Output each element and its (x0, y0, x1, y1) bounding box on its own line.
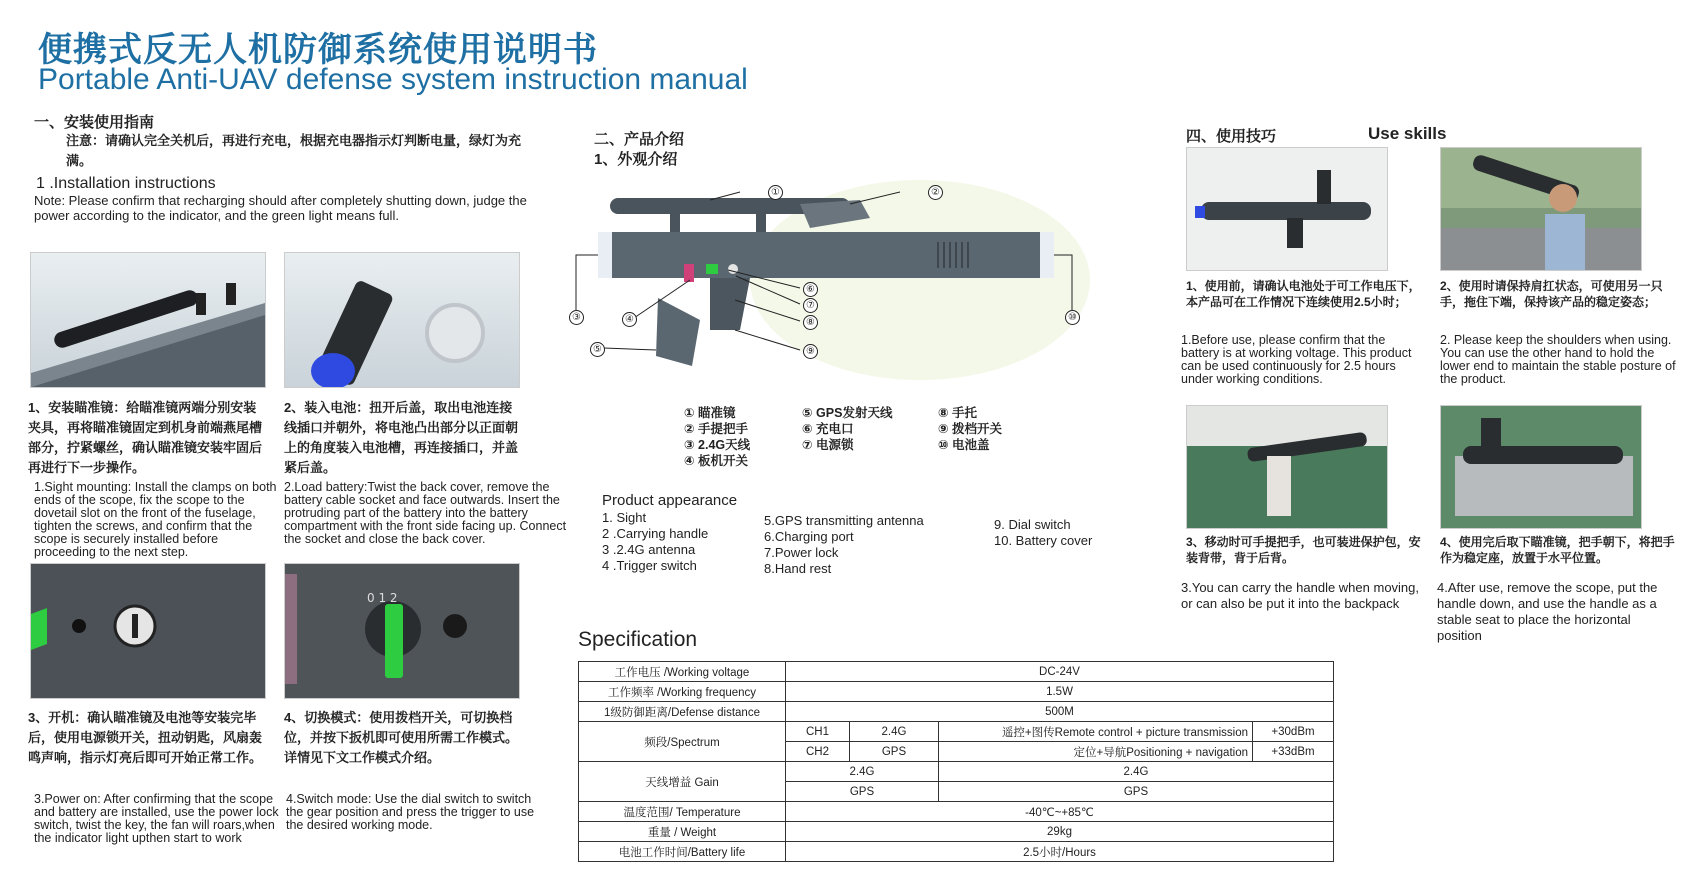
step4-cn: 4、切换模式：使用拨档开关，可切换档位，并按下扳机即可使用所需工作模式。详情见下文工作模式介绍。 (284, 710, 519, 765)
tip4-en: 4.After use, remove the scope, put the handle down, and use the handle as a stable seat to place the horizontal position (1437, 580, 1658, 643)
tip3-photo (1186, 405, 1388, 529)
legend-en-item: 4 .Trigger switch (602, 558, 697, 573)
dial-switch-photo (284, 563, 520, 699)
tip3-cn: 3、移动时可手提把手，也可装进保护包，安装背带，背于后背。 (1186, 535, 1421, 565)
table-row (579, 662, 1334, 682)
svg-text:0 1 2: 0 1 2 (367, 591, 398, 605)
spec-label: 重量 / Weight (579, 822, 786, 842)
legend-en-item: 10. Battery cover (994, 533, 1093, 548)
product-sub-cn: 1、外观介绍 (594, 151, 678, 168)
tip1-cn: 1、使用前，请确认电池处于可工作电压下，本产品可在工作情况下连续使用2.5小时； (1186, 279, 1421, 309)
table-row (579, 802, 1334, 822)
spec-label: 工作电压 /Working voltage (579, 662, 786, 682)
tip4-cn: 4、使用完后取下瞄准镜，把手朝下，将把手作为稳定座，放置于水平位置。 (1440, 535, 1675, 565)
step2-en: 2.Load battery:Twist the back cover, remove the battery cable socket and face outwards. Insert the protruding part of the battery into the battery compartment with the front side facing up. Connect the socket and close the back cover. (284, 480, 567, 546)
spec-cell: GPS (850, 742, 939, 762)
legend-cn-item: ③ 2.4G天线 (684, 438, 751, 452)
legend-en-item: 3 .2.4G antenna (602, 542, 696, 557)
power-lock-photo (30, 563, 266, 699)
legend-cn-item: ⑩ 电池盖 (938, 438, 990, 452)
spec-value: 2.5小时/Hours (786, 842, 1334, 862)
legend-en-col3 (994, 517, 1092, 549)
callout-5: ⑤ (590, 342, 605, 357)
callout-7: ⑦ (803, 298, 818, 313)
legend-cn-item: ② 手提把手 (684, 422, 749, 436)
install-note-en: Note: Please confirm that recharging should after completely shutting down, judge the power according to the indicator, and the green light means full. (34, 193, 527, 223)
legend-en-item: 2 .Carrying handle (602, 526, 709, 541)
spec-label: 电池工作时间/Battery life (579, 842, 786, 862)
legend-en-col1 (602, 510, 708, 574)
spec-cell: GPS (786, 782, 939, 802)
skills-heading-cn: 四、使用技巧 (1186, 128, 1277, 145)
legend-cn-item: ④ 板机开关 (684, 454, 749, 468)
tip1-en: 1.Before use, please confirm that the battery is at working voltage. This product can be used continuously for 2.5 hours under working conditions. (1181, 333, 1412, 386)
table-row (579, 842, 1334, 862)
step2-cn: 2、装入电池：扭开后盖，取出电池连接线插口并朝外，将电池凸出部分以正面朝上的角度装入电池槽，再连接插口，并盖紧后盖。 (284, 400, 519, 475)
callout-2: ② (928, 185, 943, 200)
spec-value: DC-24V (786, 662, 1334, 682)
spec-cell: 2.4G (786, 762, 939, 782)
spec-value: 500M (786, 702, 1334, 722)
callout-8: ⑧ (803, 315, 818, 330)
spec-label: 温度范围/ Temperature (579, 802, 786, 822)
legend-cn (684, 405, 1002, 469)
spec-label: 频段/Spectrum (579, 722, 786, 762)
table-row (579, 682, 1334, 702)
legend-cn-item: ① 瞄准镜 (684, 406, 736, 420)
table-row (579, 702, 1334, 722)
callout-4: ④ (622, 312, 637, 327)
legend-en-col2 (764, 513, 924, 577)
table-row (579, 822, 1334, 842)
table-row (579, 762, 1334, 782)
tip1-photo (1186, 147, 1388, 271)
legend-cn-item: ⑤ GPS发射天线 (802, 406, 893, 420)
install-note-cn: 注意：请确认完全关机后，再进行充电，根据充电器指示灯判断电量，绿灯为充满。 (66, 133, 522, 168)
legend-en-item: 5.GPS transmitting antenna (764, 513, 924, 528)
spec-cell: 2.4G (850, 722, 939, 742)
spec-value: 29kg (786, 822, 1334, 842)
install-heading-cn: 一、安装使用指南 (34, 114, 155, 131)
spec-cell: CH1 (786, 722, 850, 742)
spec-value: 1.5W (786, 682, 1334, 702)
legend-en-item: 1. Sight (602, 510, 647, 525)
step4-en: 4.Switch mode: Use the dial switch to switch the gear position and press the trigger to use the desired working mode. (286, 792, 535, 832)
step3-cn: 3、开机：确认瞄准镜及电池等安装完毕后，使用电源锁开关，扭动钥匙，风扇轰鸣声响，指示灯亮后即可开始正常工作。 (28, 710, 263, 765)
tip2-en: 2. Please keep the shoulders when using. You can use the other hand to hold the lower end to maintain the stable posture of the product. (1440, 333, 1676, 386)
callout-9: ⑨ (803, 344, 818, 359)
table-row (579, 722, 1334, 742)
skills-heading-en: Use skills (1368, 124, 1447, 143)
legend-en-item: 8.Hand rest (764, 561, 832, 576)
spec-cell: CH2 (786, 742, 850, 762)
callout-10: ⑩ (1065, 310, 1080, 325)
legend-cn-item: ⑨ 拨档开关 (938, 422, 1003, 436)
spec-cell: +33dBm (1253, 742, 1334, 762)
legend-cn-item: ⑥ 充电口 (802, 422, 854, 436)
spec-value: -40℃~+85℃ (786, 802, 1334, 822)
spec-title: Specification (578, 628, 698, 651)
legend-en-item: 9. Dial switch (994, 517, 1071, 532)
tip3-en: 3.You can carry the handle when moving, or can also be put it into the backpack (1181, 580, 1420, 611)
legend-en-item: 6.Charging port (764, 529, 854, 544)
title-english: Portable Anti-UAV defense system instruction manual (38, 63, 748, 96)
battery-loading-photo (284, 252, 520, 388)
scope-mounting-photo (30, 252, 266, 388)
product-heading-cn: 二、产品介绍 (594, 131, 685, 148)
spec-cell: 定位+导航Positioning + navigation (939, 742, 1253, 762)
spec-label: 天线增益 Gain (579, 762, 786, 802)
legend-cn-item: ⑦ 电源锁 (802, 438, 854, 452)
spec-label: 1级防御距离/Defense distance (579, 702, 786, 722)
appearance-title: Product appearance (602, 492, 738, 509)
legend-cn-item: ⑧ 手托 (938, 406, 978, 420)
step3-en: 3.Power on: After confirming that the scope and battery are installed, use the power lock switch, twist the key, the fan will roars,when the indicator light upthen start to work (34, 792, 279, 845)
device-diagram (560, 170, 1120, 390)
step1-en: 1.Sight mounting: Install the clamps on both ends of the scope, fix the scope to the dovetail slot on the front of the fuselage, tighten the screws, and confirm that the scope is securely installed before proceeding to the next step. (34, 480, 277, 559)
tip2-cn: 2、使用时请保持肩扛状态，可使用另一只手，拖住下端，保持该产品的稳定姿态； (1440, 279, 1663, 309)
legend-en-item: 7.Power lock (764, 545, 839, 560)
spec-cell: 遥控+图传Remote control + picture transmission (939, 722, 1253, 742)
spec-cell: 2.4G (939, 762, 1334, 782)
spec-cell: GPS (939, 782, 1334, 802)
spec-table (578, 661, 1334, 862)
tip4-photo (1440, 405, 1642, 529)
tip2-photo (1440, 147, 1642, 271)
step1-cn: 1、安装瞄准镜：给瞄准镜两端分别安装夹具，再将瞄准镜固定到机身前端燕尾槽部分，拧紧螺丝，确认瞄准镜安装牢固后再进行下一步操作。 (28, 400, 263, 475)
callout-1: ① (768, 185, 783, 200)
spec-cell: +30dBm (1253, 722, 1334, 742)
callout-6: ⑥ (803, 282, 818, 297)
spec-label: 工作频率 /Working frequency (579, 682, 786, 702)
callout-3: ③ (569, 310, 584, 325)
install-heading-en: 1 .Installation instructions (36, 175, 216, 192)
title-chinese: 便携式反无人机防御系统使用说明书 (38, 30, 598, 70)
